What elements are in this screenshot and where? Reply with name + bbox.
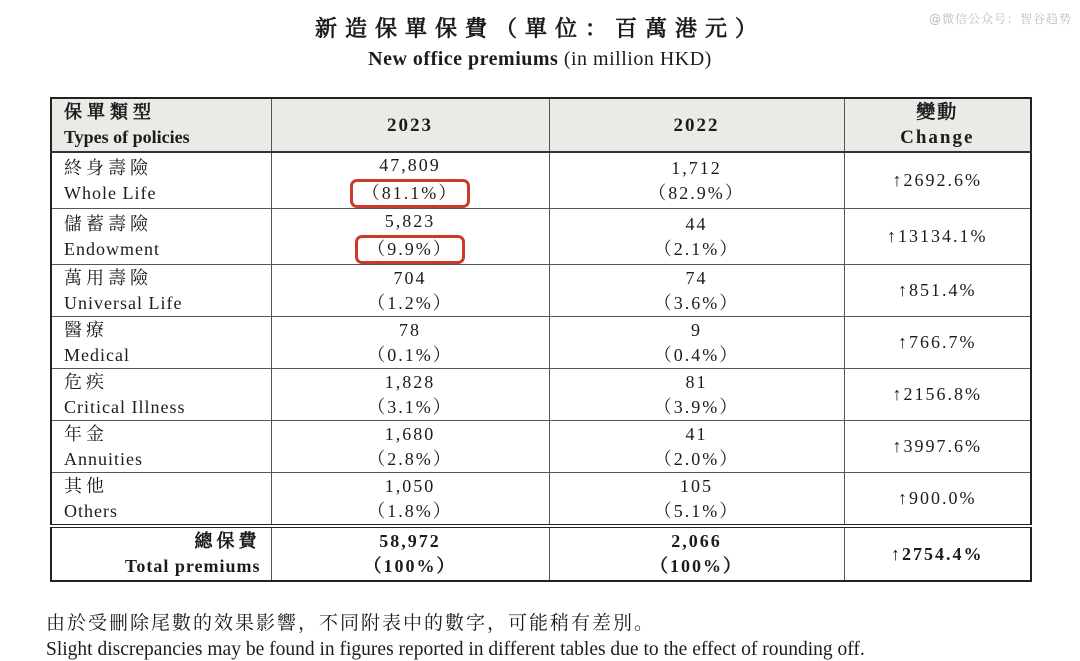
change-value: ↑3997.6% <box>844 421 1031 473</box>
change-value: ↑13134.1% <box>844 209 1031 265</box>
policy-name-en: Annuities <box>64 448 143 469</box>
pct-2022: （2.0%） <box>653 448 740 469</box>
change-value: ↑2156.8% <box>844 369 1031 421</box>
pct-2023: （9.9%） <box>367 239 453 259</box>
title-english-bold: New office premiums <box>368 48 559 70</box>
premiums-table <box>50 97 1032 582</box>
watermark: @微信公众号：智谷趋势 <box>928 12 1072 26</box>
row-annuities <box>51 421 1031 473</box>
pct-2023: （81.1%） <box>361 183 459 203</box>
pct-2023: （1.8%） <box>367 500 453 521</box>
pct-2023: （3.1%） <box>367 396 453 417</box>
title-english <box>0 48 1080 71</box>
policy-name-en: Medical <box>64 344 130 365</box>
header-row <box>51 98 1031 152</box>
total-label-en: Total premiums <box>124 556 261 576</box>
header-2023: 2023 <box>271 98 549 152</box>
value-2022: 1,712 <box>671 157 722 178</box>
header-types-zh: 保單類型 <box>64 102 156 122</box>
header-change <box>844 98 1031 152</box>
policy-name-zh: 其他 <box>64 475 108 496</box>
value-2022: 41 <box>685 423 708 444</box>
highlight-box <box>355 235 465 264</box>
value-2022: 105 <box>680 475 713 496</box>
policy-name-zh: 儲蓄壽險 <box>64 213 152 234</box>
pct-2022: （5.1%） <box>653 500 740 521</box>
value-2022: 74 <box>685 267 708 288</box>
header-types-of-policies <box>51 98 271 152</box>
pct-2022: （82.9%） <box>648 182 745 203</box>
header-2022: 2022 <box>549 98 844 152</box>
row-total-premiums <box>51 526 1031 581</box>
total-value-2023: 58,972 <box>379 531 441 551</box>
footnote-chinese: 由於受刪除尾數的效果影響，不同附表中的數字，可能稍有差別。 <box>46 613 656 634</box>
header-types-en: Types of policies <box>64 127 190 147</box>
policy-name-en: Whole Life <box>64 182 157 203</box>
change-value: ↑851.4% <box>844 265 1031 317</box>
row-critical-illness <box>51 369 1031 421</box>
value-2023: 47,809 <box>379 155 441 175</box>
policy-name-en: Endowment <box>64 238 160 259</box>
value-2023: 1,680 <box>384 423 436 444</box>
total-change-value: ↑2754.4% <box>844 526 1031 581</box>
policy-name-zh: 萬用壽險 <box>64 267 152 288</box>
value-2023: 5,823 <box>384 211 436 231</box>
header-change-en: Change <box>900 127 975 148</box>
value-2022: 81 <box>685 371 708 392</box>
value-2022: 9 <box>691 319 702 340</box>
policy-name-en: Critical Illness <box>64 396 186 417</box>
value-2022: 44 <box>685 213 708 234</box>
policy-name-zh: 年金 <box>64 423 108 444</box>
value-2023: 1,050 <box>384 475 436 496</box>
change-value: ↑766.7% <box>844 317 1031 369</box>
pct-2022: （0.4%） <box>653 344 740 365</box>
total-pct-2022: （100%） <box>650 556 743 576</box>
row-universal-life <box>51 265 1031 317</box>
row-others <box>51 473 1031 527</box>
header-change-zh: 變動 <box>916 102 959 123</box>
policy-name-en: Others <box>64 500 118 521</box>
value-2023: 1,828 <box>384 371 436 392</box>
total-label-zh: 總保費 <box>194 531 261 551</box>
pct-2023: （2.8%） <box>367 448 453 469</box>
footnote <box>46 608 1080 661</box>
total-pct-2023: （100%） <box>363 556 457 576</box>
policy-name-zh: 醫療 <box>64 319 108 340</box>
row-medical <box>51 317 1031 369</box>
value-2023: 704 <box>393 267 427 288</box>
policy-name-zh: 終身壽險 <box>64 157 152 178</box>
change-value: ↑2692.6% <box>844 152 1031 209</box>
title-chinese: 新造保單保費（單位：百萬港元） <box>314 16 765 41</box>
pct-2022: （3.9%） <box>653 396 740 417</box>
pct-2023: （1.2%） <box>367 292 453 313</box>
pct-2022: （2.1%） <box>653 238 740 259</box>
pct-2023: （0.1%） <box>367 344 453 365</box>
row-endowment <box>51 209 1031 265</box>
policy-name-en: Universal Life <box>64 292 183 313</box>
change-value: ↑900.0% <box>844 473 1031 527</box>
row-whole-life <box>51 152 1031 209</box>
policy-name-zh: 危疾 <box>64 371 108 392</box>
value-2023: 78 <box>399 319 421 340</box>
pct-2022: （3.6%） <box>653 292 740 313</box>
total-value-2022: 2,066 <box>671 531 722 551</box>
footnote-english: Slight discrepancies may be found in figures reported in different tables due to the effect of rounding off. <box>46 639 865 660</box>
title-english-rest: (in million HKD) <box>558 48 712 70</box>
highlight-box <box>350 179 471 208</box>
